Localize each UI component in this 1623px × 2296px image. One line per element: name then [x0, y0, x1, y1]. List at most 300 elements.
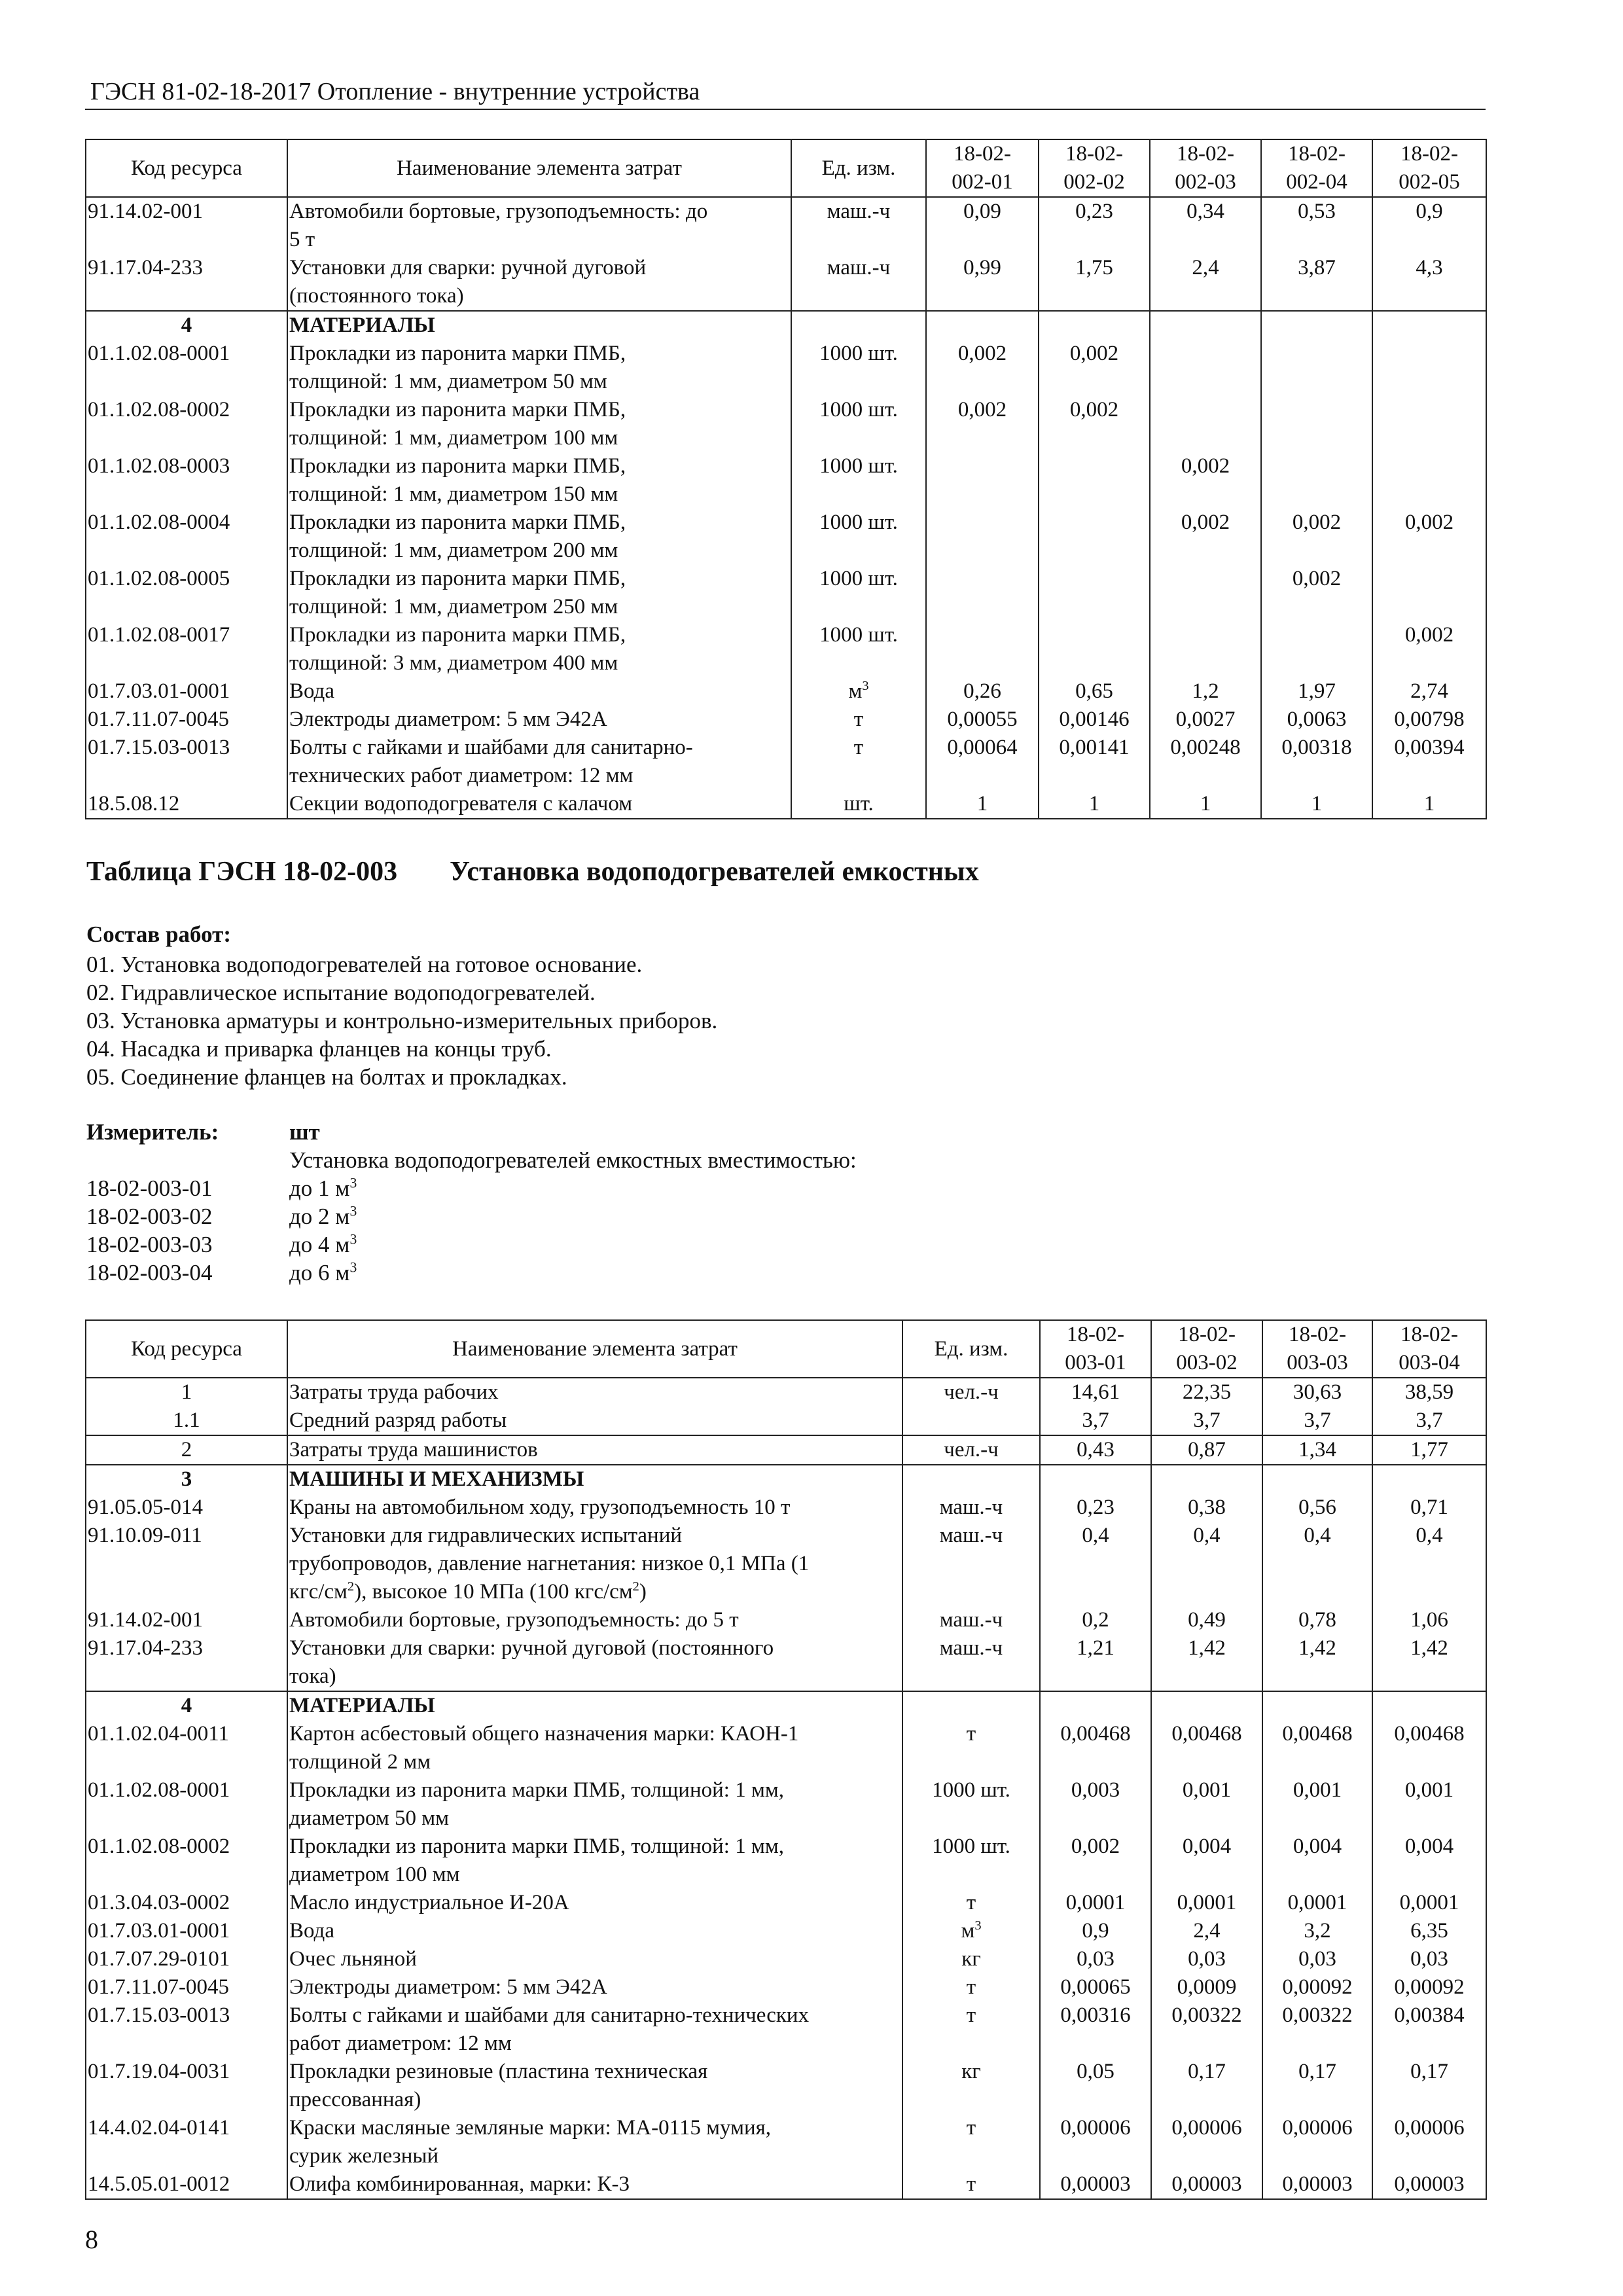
value-cell: 0,17 [1262, 2058, 1372, 2114]
meter-item-code: 18-02-003-03 [86, 1232, 213, 1257]
resource-name-cell: Прокладки из паронита марки ПМБ, толщиной: 1 мм, диаметром 100 мм [287, 396, 791, 452]
value-cell: 22,35 [1151, 1378, 1262, 1407]
table-row [86, 1973, 1486, 2001]
value-cell: 0,56 [1262, 1494, 1372, 1522]
unit-cell: 1000 шт. [791, 452, 926, 509]
value-cell: 0,00316 [1040, 2001, 1151, 2058]
unit-cell [902, 1407, 1040, 1435]
resource-name-cell: Секции водоподогревателя с калачом [287, 790, 791, 819]
value-cell: 2,4 [1150, 254, 1261, 311]
value-cell [1261, 452, 1372, 509]
resource-name-cell: МАШИНЫ И МЕХАНИЗМЫ [287, 1465, 902, 1494]
value-cell [926, 621, 1039, 677]
value-cell: 3,7 [1372, 1407, 1486, 1435]
value-cell: 0,00003 [1040, 2170, 1151, 2199]
value-cell: 1 [1150, 790, 1261, 819]
meter-item-code: 18-02-003-01 [86, 1175, 213, 1201]
resource-name-cell: Картон асбестовый общего назначения марки: КАОН-1 толщиной 2 мм [287, 1720, 902, 1776]
value-cell: 1,42 [1372, 1634, 1486, 1691]
table-row [86, 1833, 1486, 1889]
value-cell [1262, 1691, 1372, 1720]
column-header: 18-02- 002-05 [1372, 139, 1486, 197]
table-name: Установка водоподогревателей емкостных [450, 857, 979, 887]
value-cell: 0,004 [1262, 1833, 1372, 1889]
resource-name-cell: Прокладки из паронита марки ПМБ, толщиной: 1 мм, диаметром 150 мм [287, 452, 791, 509]
table-row [86, 1606, 1486, 1634]
unit-cell [902, 1691, 1040, 1720]
value-cell: 0,002 [1261, 509, 1372, 565]
works-list [86, 950, 717, 1091]
resource-name-cell: МАТЕРИАЛЫ [287, 1691, 902, 1720]
value-cell [1261, 311, 1372, 340]
table-row [86, 706, 1486, 734]
value-cell: 0,001 [1262, 1776, 1372, 1833]
unit-cell: маш.-ч [902, 1634, 1040, 1691]
value-cell: 0,00468 [1151, 1720, 1262, 1776]
value-cell: 0,03 [1040, 1945, 1151, 1973]
value-cell: 1,21 [1040, 1634, 1151, 1691]
resource-code-cell: 01.1.02.08-0002 [86, 1833, 287, 1889]
resource-code-cell: 01.3.04.03-0002 [86, 1889, 287, 1917]
value-cell: 0,001 [1372, 1776, 1486, 1833]
unit-cell [902, 1465, 1040, 1494]
value-cell: 1,42 [1151, 1634, 1262, 1691]
value-cell: 0,00006 [1151, 2114, 1262, 2170]
value-cell: 3,7 [1040, 1407, 1151, 1435]
resource-name-cell: Олифа комбинированная, марки: К-3 [287, 2170, 902, 2199]
value-cell: 0,0001 [1151, 1889, 1262, 1917]
table-row [86, 1945, 1486, 1973]
resource-name-cell: Прокладки из паронита марки ПМБ, толщиной: 1 мм, диаметром 250 мм [287, 565, 791, 621]
value-cell: 1,34 [1262, 1435, 1372, 1465]
unit-cell: кг [902, 1945, 1040, 1973]
value-cell: 0,43 [1040, 1435, 1151, 1465]
table-row [86, 396, 1486, 452]
value-cell: 0,23 [1040, 1494, 1151, 1522]
value-cell: 3,87 [1261, 254, 1372, 311]
value-cell [1039, 452, 1150, 509]
value-cell: 0,03 [1151, 1945, 1262, 1973]
unit-cell: т [902, 1973, 1040, 2001]
unit-cell: т [902, 2001, 1040, 2058]
value-cell: 0,00141 [1039, 734, 1150, 790]
value-cell: 0,00248 [1150, 734, 1261, 790]
value-cell: 0,00003 [1372, 2170, 1486, 2199]
value-cell: 0,002 [1040, 1833, 1151, 1889]
resource-name-cell: Краски масляные земляные марки: МА-0115 мумия, сурик железный [287, 2114, 902, 2170]
value-cell: 0,00003 [1151, 2170, 1262, 2199]
value-cell: 3,7 [1151, 1407, 1262, 1435]
resource-code-cell: 4 [86, 1691, 287, 1720]
table-row [86, 1776, 1486, 1833]
value-cell: 0,002 [1039, 396, 1150, 452]
meter-item-text: до 2 $м^3$ [289, 1203, 357, 1229]
table-row [86, 565, 1486, 621]
column-header: Код ресурса [86, 1320, 287, 1378]
value-cell: 0,001 [1151, 1776, 1262, 1833]
resource-name-cell: Болты с гайками и шайбами для санитарно- технических работ диаметром: 12 мм [287, 734, 791, 790]
value-cell: 0,0001 [1372, 1889, 1486, 1917]
unit-cell: 1000 шт. [791, 396, 926, 452]
resource-name-cell: Болты с гайками и шайбами для санитарно-технических работ диаметром: 12 мм [287, 2001, 902, 2058]
resource-name-cell: Очес льняной [287, 1945, 902, 1973]
resource-name-cell: Вода [287, 1917, 902, 1945]
value-cell: 1 [1039, 790, 1150, 819]
table-row [86, 677, 1486, 706]
value-cell [1372, 396, 1486, 452]
resource-code-cell: 01.1.02.08-0005 [86, 565, 287, 621]
meter-item-code: 18-02-003-04 [86, 1260, 213, 1285]
resource-code-cell: 14.5.05.01-0012 [86, 2170, 287, 2199]
resource-code-cell: 91.14.02-001 [86, 1606, 287, 1634]
resource-code-cell: 1 [86, 1378, 287, 1407]
value-cell: 0,4 [1151, 1522, 1262, 1606]
value-cell: 1 [1261, 790, 1372, 819]
value-cell: 1,97 [1261, 677, 1372, 706]
table-row [86, 1522, 1486, 1606]
value-cell [1261, 340, 1372, 396]
unit-cell: кг [902, 2058, 1040, 2114]
resource-code-cell: 91.10.09-011 [86, 1522, 287, 1606]
unit-cell: т [902, 2114, 1040, 2170]
value-cell [1039, 311, 1150, 340]
resource-name-cell: Вода [287, 677, 791, 706]
resource-name-cell: Электроды диаметром: 5 мм Э42А [287, 706, 791, 734]
column-header: Код ресурса [86, 139, 287, 197]
table-row [86, 311, 1486, 340]
value-cell: 0,002 [1039, 340, 1150, 396]
value-cell: 0,002 [1150, 509, 1261, 565]
unit-cell: 1000 шт. [902, 1776, 1040, 1833]
value-cell: 0,00468 [1040, 1720, 1151, 1776]
meter-item-code: 18-02-003-02 [86, 1204, 213, 1229]
value-cell: 0,34 [1150, 197, 1261, 254]
unit-cell: 1000 шт. [791, 509, 926, 565]
value-cell: 30,63 [1262, 1378, 1372, 1407]
value-cell: 4,3 [1372, 254, 1486, 311]
table-heading [86, 856, 979, 888]
table-row [86, 790, 1486, 819]
meter-description: Установка водоподогревателей емкостных вместимостью: [289, 1147, 857, 1173]
resource-code-cell: 01.1.02.04-0011 [86, 1720, 287, 1776]
unit-cell: маш.-ч [791, 254, 926, 311]
resource-code-cell: 91.14.02-001 [86, 197, 287, 254]
resource-name-cell: Затраты труда машинистов [287, 1435, 902, 1465]
value-cell: 38,59 [1372, 1378, 1486, 1407]
resource-table-18-02-003 [85, 1319, 1487, 2200]
value-cell: 0,03 [1372, 1945, 1486, 1973]
table-row [86, 2001, 1486, 2058]
value-cell: 2,74 [1372, 677, 1486, 706]
unit-cell: т [902, 1720, 1040, 1776]
table-row [86, 2170, 1486, 2199]
value-cell: 0,2 [1040, 1606, 1151, 1634]
unit-cell: т [902, 2170, 1040, 2199]
resource-name-cell: МАТЕРИАЛЫ [287, 311, 791, 340]
table-row [86, 1691, 1486, 1720]
meter-label: Измеритель: [86, 1119, 219, 1145]
resource-code-cell: 1.1 [86, 1407, 287, 1435]
running-header: ГЭСН 81-02-18-2017 Отопление - внутренние устройства [90, 78, 700, 105]
value-cell: 0,0063 [1261, 706, 1372, 734]
meter-block [86, 1118, 857, 1287]
resource-code-cell: 4 [86, 311, 287, 340]
unit-cell: маш.-ч [902, 1494, 1040, 1522]
value-cell: 0,23 [1039, 197, 1150, 254]
table-row [86, 734, 1486, 790]
value-cell: 0,004 [1372, 1833, 1486, 1889]
value-cell: 0,00318 [1261, 734, 1372, 790]
column-header: 18-02- 003-02 [1151, 1320, 1262, 1378]
value-cell: 0,65 [1039, 677, 1150, 706]
value-cell: 0,9 [1040, 1917, 1151, 1945]
unit-cell: чел.-ч [902, 1378, 1040, 1407]
resource-name-cell: Автомобили бортовые, грузоподъемность: до 5 т [287, 1606, 902, 1634]
value-cell: 0,0009 [1151, 1973, 1262, 2001]
value-cell [926, 565, 1039, 621]
meter-item [86, 1202, 857, 1230]
table-row [86, 1917, 1486, 1945]
value-cell: 0,00055 [926, 706, 1039, 734]
value-cell: 0,00006 [1262, 2114, 1372, 2170]
value-cell [926, 509, 1039, 565]
table-number: Таблица ГЭСН 18-02-003 [86, 857, 398, 887]
value-cell: 0,78 [1262, 1606, 1372, 1634]
resource-name-cell: Средний разряд работы [287, 1407, 902, 1435]
value-cell: 0,00384 [1372, 2001, 1486, 2058]
resource-code-cell: 2 [86, 1435, 287, 1465]
value-cell [1040, 1465, 1151, 1494]
resource-code-cell: 3 [86, 1465, 287, 1494]
value-cell [1039, 621, 1150, 677]
meter-item-text: до 1 $м^3$ [289, 1175, 357, 1201]
unit-cell: 1000 шт. [791, 340, 926, 396]
meter-unit: шт [289, 1119, 320, 1145]
unit-cell: 1000 шт. [791, 621, 926, 677]
value-cell: 3,2 [1262, 1917, 1372, 1945]
table-row [86, 1720, 1486, 1776]
resource-code-cell: 18.5.08.12 [86, 790, 287, 819]
value-cell [926, 311, 1039, 340]
resource-code-cell: 01.7.15.03-0013 [86, 2001, 287, 2058]
value-cell: 0,002 [1261, 565, 1372, 621]
value-cell: 0,00006 [1372, 2114, 1486, 2170]
column-header: 18-02- 003-01 [1040, 1320, 1151, 1378]
resource-name-cell: Автомобили бортовые, грузоподъемность: до 5 т [287, 197, 791, 254]
column-header: 18-02- 002-03 [1150, 139, 1261, 197]
resource-name-cell: Установки для сварки: ручной дуговой (постоянного тока) [287, 254, 791, 311]
resource-name-cell: Краны на автомобильном ходу, грузоподъемность 10 т [287, 1494, 902, 1522]
value-cell: 0,17 [1372, 2058, 1486, 2114]
resource-name-cell: Электроды диаметром: 5 мм Э42А [287, 1973, 902, 2001]
resource-name-cell: Прокладки из паронита марки ПМБ, толщиной: 1 мм, диаметром 50 мм [287, 1776, 902, 1833]
meter-item [86, 1174, 857, 1202]
value-cell: 0,00006 [1040, 2114, 1151, 2170]
value-cell [1039, 509, 1150, 565]
unit-cell: $м^3$ [791, 677, 926, 706]
works-item: 02. Гидравлическое испытание водоподогревателей. [86, 980, 596, 1005]
meter-item-text: до 6 $м^3$ [289, 1259, 357, 1285]
column-header: Наименование элемента затрат [287, 1320, 902, 1378]
column-header: 18-02- 002-01 [926, 139, 1039, 197]
works-item: 04. Насадка и приварка фланцев на концы труб. [86, 1036, 552, 1062]
table-row [86, 1465, 1486, 1494]
unit-cell: $м^3$ [902, 1917, 1040, 1945]
value-cell: 1,75 [1039, 254, 1150, 311]
value-cell: 1 [926, 790, 1039, 819]
resource-name-cell: Прокладки резиновые (пластина техническая прессованная) [287, 2058, 902, 2114]
resource-code-cell: 01.1.02.08-0001 [86, 1776, 287, 1833]
value-cell [1372, 1691, 1486, 1720]
table-row [86, 452, 1486, 509]
value-cell: 6,35 [1372, 1917, 1486, 1945]
value-cell: 0,00468 [1372, 1720, 1486, 1776]
value-cell: 0,4 [1372, 1522, 1486, 1606]
table-row [86, 621, 1486, 677]
resource-table-18-02-002 [85, 139, 1487, 819]
resource-name-cell: Прокладки из паронита марки ПМБ, толщиной: 1 мм, диаметром 50 мм [287, 340, 791, 396]
value-cell: 0,004 [1151, 1833, 1262, 1889]
value-cell: 0,002 [926, 396, 1039, 452]
meter-items [86, 1174, 857, 1287]
value-cell: 1,42 [1262, 1634, 1372, 1691]
resource-name-cell: Установки для гидравлических испытаний трубопроводов, давление нагнетания: низкое 0,1 МПа (1 кгс/$см^2$), высокое 10 МПа (100 кгс/$см^2$) [287, 1522, 902, 1606]
resource-name-cell: Затраты труда рабочих [287, 1378, 902, 1407]
unit-cell: т [791, 706, 926, 734]
meter-item [86, 1230, 857, 1259]
value-cell [1150, 340, 1261, 396]
table-header-row [86, 139, 1486, 197]
table-header-row [86, 1320, 1486, 1378]
resource-code-cell: 01.1.02.08-0017 [86, 621, 287, 677]
table-row [86, 340, 1486, 396]
value-cell: 0,87 [1151, 1435, 1262, 1465]
value-cell: 0,49 [1151, 1606, 1262, 1634]
value-cell: 1,2 [1150, 677, 1261, 706]
value-cell: 0,4 [1040, 1522, 1151, 1606]
unit-cell: маш.-ч [791, 197, 926, 254]
value-cell: 0,002 [926, 340, 1039, 396]
unit-cell: маш.-ч [902, 1606, 1040, 1634]
value-cell: 0,9 [1372, 197, 1486, 254]
value-cell: 0,00798 [1372, 706, 1486, 734]
value-cell [1151, 1691, 1262, 1720]
value-cell: 14,61 [1040, 1378, 1151, 1407]
resource-name-cell: Прокладки из паронита марки ПМБ, толщиной: 3 мм, диаметром 400 мм [287, 621, 791, 677]
value-cell: 0,09 [926, 197, 1039, 254]
unit-cell: 1000 шт. [902, 1833, 1040, 1889]
value-cell: 0,00092 [1372, 1973, 1486, 2001]
value-cell: 0,002 [1150, 452, 1261, 509]
column-header: 18-02- 002-02 [1039, 139, 1150, 197]
resource-code-cell: 14.4.02.04-0141 [86, 2114, 287, 2170]
table-row [86, 197, 1486, 254]
unit-cell: т [902, 1889, 1040, 1917]
value-cell: 0,00394 [1372, 734, 1486, 790]
value-cell: 0,99 [926, 254, 1039, 311]
value-cell: 0,00146 [1039, 706, 1150, 734]
resource-code-cell: 01.7.03.01-0001 [86, 677, 287, 706]
value-cell: 1 [1372, 790, 1486, 819]
value-cell [1372, 340, 1486, 396]
value-cell [1372, 452, 1486, 509]
table-row [86, 254, 1486, 311]
resource-code-cell: 91.17.04-233 [86, 1634, 287, 1691]
resource-code-cell: 91.05.05-014 [86, 1494, 287, 1522]
resource-code-cell: 01.7.15.03-0013 [86, 734, 287, 790]
value-cell: 0,00064 [926, 734, 1039, 790]
resource-code-cell: 91.17.04-233 [86, 254, 287, 311]
value-cell: 1,06 [1372, 1606, 1486, 1634]
meter-item [86, 1259, 857, 1287]
value-cell: 0,17 [1151, 2058, 1262, 2114]
value-cell: 1,77 [1372, 1435, 1486, 1465]
value-cell [1151, 1465, 1262, 1494]
value-cell [1150, 396, 1261, 452]
resource-name-cell: Прокладки из паронита марки ПМБ, толщиной: 1 мм, диаметром 100 мм [287, 1833, 902, 1889]
table-body [86, 1378, 1486, 2199]
value-cell [1261, 396, 1372, 452]
value-cell: 0,002 [1372, 621, 1486, 677]
value-cell [926, 452, 1039, 509]
value-cell: 0,71 [1372, 1494, 1486, 1522]
works-item: 05. Соединение фланцев на болтах и прокладках. [86, 1064, 567, 1090]
works-label: Состав работ: [86, 922, 231, 947]
value-cell: 0,0001 [1040, 1889, 1151, 1917]
column-header: Ед. изм. [902, 1320, 1040, 1378]
resource-code-cell: 01.7.11.07-0045 [86, 1973, 287, 2001]
value-cell: 0,0001 [1262, 1889, 1372, 1917]
table-row [86, 1889, 1486, 1917]
value-cell: 0,00065 [1040, 1973, 1151, 2001]
value-cell: 0,00322 [1262, 2001, 1372, 2058]
value-cell: 3,7 [1262, 1407, 1372, 1435]
value-cell: 0,26 [926, 677, 1039, 706]
resource-code-cell: 01.7.03.01-0001 [86, 1917, 287, 1945]
table-row [86, 1494, 1486, 1522]
value-cell: 0,003 [1040, 1776, 1151, 1833]
value-cell: 0,002 [1372, 509, 1486, 565]
value-cell [1261, 621, 1372, 677]
page-number: 8 [85, 2225, 98, 2254]
resource-code-cell: 01.1.02.08-0002 [86, 396, 287, 452]
value-cell: 0,03 [1262, 1945, 1372, 1973]
column-header: 18-02- 003-04 [1372, 1320, 1486, 1378]
value-cell [1372, 1465, 1486, 1494]
table-row [86, 1378, 1486, 1407]
column-header: 18-02- 003-03 [1262, 1320, 1372, 1378]
table-row [86, 509, 1486, 565]
column-header: Наименование элемента затрат [287, 139, 791, 197]
table-row [86, 2114, 1486, 2170]
resource-code-cell: 01.1.02.08-0001 [86, 340, 287, 396]
meter-item-text: до 4 $м^3$ [289, 1231, 357, 1257]
value-cell [1150, 621, 1261, 677]
value-cell: 0,4 [1262, 1522, 1372, 1606]
resource-name-cell: Установки для сварки: ручной дуговой (постоянного тока) [287, 1634, 902, 1691]
resource-code-cell: 01.7.07.29-0101 [86, 1945, 287, 1973]
table-body [86, 197, 1486, 819]
resource-code-cell: 01.7.11.07-0045 [86, 706, 287, 734]
unit-cell: маш.-ч [902, 1522, 1040, 1606]
value-cell [1040, 1691, 1151, 1720]
unit-cell: 1000 шт. [791, 565, 926, 621]
table-row [86, 1407, 1486, 1435]
header-rule [85, 109, 1486, 110]
resource-name-cell: Прокладки из паронита марки ПМБ, толщиной: 1 мм, диаметром 200 мм [287, 509, 791, 565]
works-item: 01. Установка водоподогревателей на готовое основание. [86, 952, 643, 977]
value-cell: 2,4 [1151, 1917, 1262, 1945]
